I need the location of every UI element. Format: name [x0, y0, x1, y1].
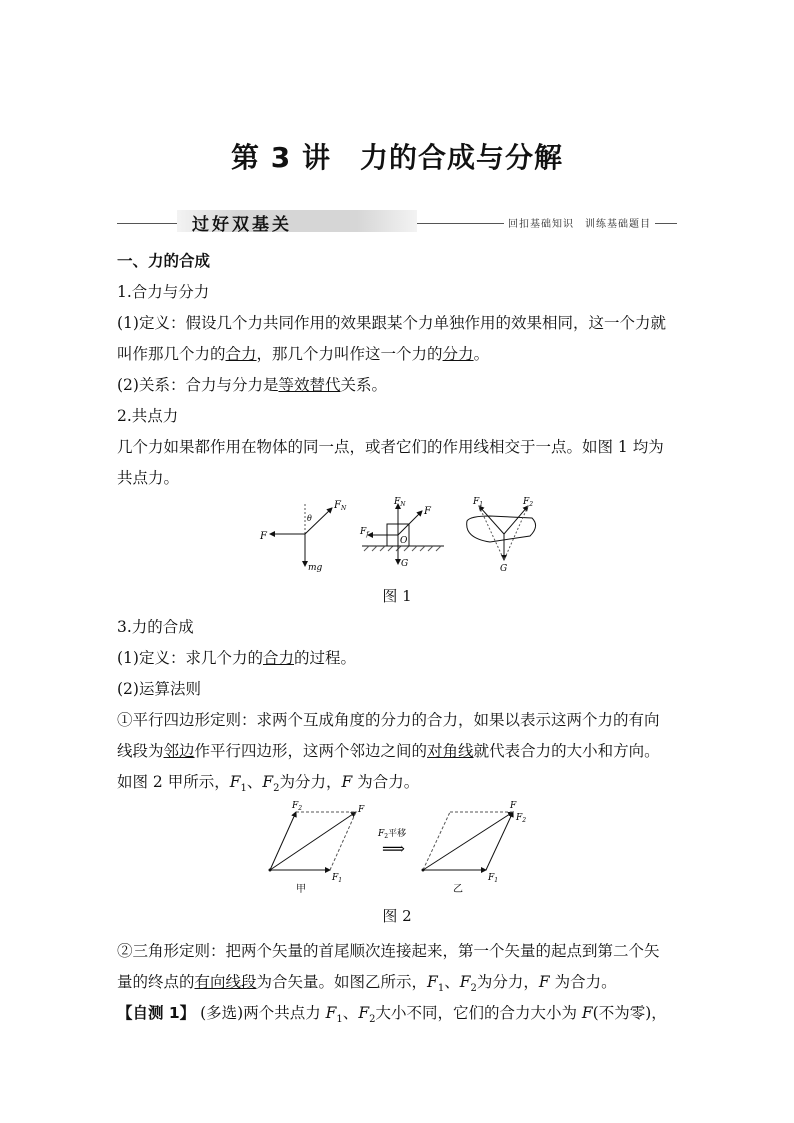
subheading-2: 2.共点力 — [117, 407, 179, 425]
figure-2 — [258, 798, 538, 898]
svg-text:G: G — [401, 559, 409, 569]
svg-text:F: F — [260, 531, 267, 542]
svg-text:FN: $F_N$ — [334, 500, 347, 512]
parallelogram-line-3: 如图 2 甲所示，$F_1$、$F_2$为分力，F 为合力。 — [117, 773, 420, 795]
figure-1a — [259, 500, 347, 573]
svg-text:Ff: $F_f$ — [360, 527, 369, 538]
triangle-line-1: ②三角形定则：把两个矢量的首尾顺次连接起来，第一个矢量的起点到第二个矢 — [117, 942, 660, 960]
parallelogram-line-2: 线段为邻边作平行四边形，这两个邻边之间的对角线就代表合力的大小和方向。 — [117, 742, 660, 760]
figure-1c — [467, 497, 536, 574]
svg-text:甲: 甲 — [296, 884, 306, 895]
section-banner — [117, 210, 677, 234]
svg-text:θ: θ — [307, 514, 312, 523]
banner-rule-left — [117, 223, 177, 224]
figure-2-yi — [422, 801, 527, 895]
subheading-1: 1.合力与分力 — [117, 283, 210, 301]
concurrent-line-1: 几个力如果都作用在物体的同一点，或者它们的作用线相交于一点。如图 1 均为 — [117, 438, 664, 456]
svg-text:F: F — [424, 506, 431, 517]
concurrent-line-2: 共点力。 — [117, 469, 180, 487]
banner-tab — [177, 210, 417, 235]
triangle-line-2: 量的终点的有向线段为合矢量。如图乙所示，$F_1$、$F_2$为分力，F 为合力。 — [117, 973, 617, 995]
banner-subtitle: 回扣基础知识 训练基础题目 — [504, 215, 655, 230]
self-test-label: 【自测 1】 — [117, 1004, 196, 1022]
parallelogram-line-1: ①平行四边形定则：求两个互成角度的分力的合力，如果以表示这两个力的有向 — [117, 711, 660, 729]
svg-text:F1: $F_1$ — [332, 873, 343, 884]
svg-text:⟹: ⟹ — [382, 839, 405, 858]
figure-2-jia — [269, 801, 366, 895]
figure-2-translate-note — [377, 827, 406, 858]
section-heading: 一、力的合成 — [117, 252, 211, 270]
page-title: 第 3 讲 力的合成与分解 — [231, 141, 563, 174]
composition-definition: (1)定义：求几个力的合力的过程。 — [117, 649, 356, 667]
svg-text:F2: $F_2$ — [292, 801, 303, 812]
definition-line-2: 叫作那几个力的合力，那几个力叫作这一个力的分力。 — [117, 345, 490, 363]
svg-text:F: F — [510, 801, 517, 811]
svg-text:mg: mg — [308, 563, 323, 573]
self-test-1: 【自测 1】 (多选)两个共点力 $F_1$、$F_2$大小不同，它们的合力大小为 F(不为零)， — [117, 1004, 667, 1026]
svg-text:O: O — [400, 536, 408, 546]
relation-line: (2)关系：合力与分力是等效替代关系。 — [117, 376, 387, 394]
figure-1b — [359, 497, 444, 569]
svg-text:F2: $F_2$ — [516, 813, 527, 824]
subheading-3: 3.力的合成 — [117, 618, 194, 636]
figure-2-caption: 图 2 — [382, 907, 412, 925]
definition-line-1: (1)定义：假设几个力共同作用的效果跟某个力单独作用的效果相同，这一个力就 — [117, 314, 666, 332]
rule-heading: (2)运算法则 — [117, 680, 201, 698]
figure-1 — [250, 494, 550, 578]
svg-text:F2平移: $F_2$平移 — [378, 829, 407, 840]
svg-text:F1: $F_1$ — [488, 873, 499, 884]
figure-1-caption: 图 1 — [382, 587, 412, 605]
svg-text:FN: $F_N$ — [394, 497, 406, 508]
svg-text:F2: $F_2$ — [523, 497, 534, 508]
banner-title: 过好双基关 — [192, 215, 292, 235]
svg-text:F1: $F_1$ — [473, 497, 484, 508]
svg-text:乙: 乙 — [453, 884, 463, 895]
svg-text:F: F — [358, 805, 365, 815]
svg-text:G: G — [500, 564, 508, 574]
